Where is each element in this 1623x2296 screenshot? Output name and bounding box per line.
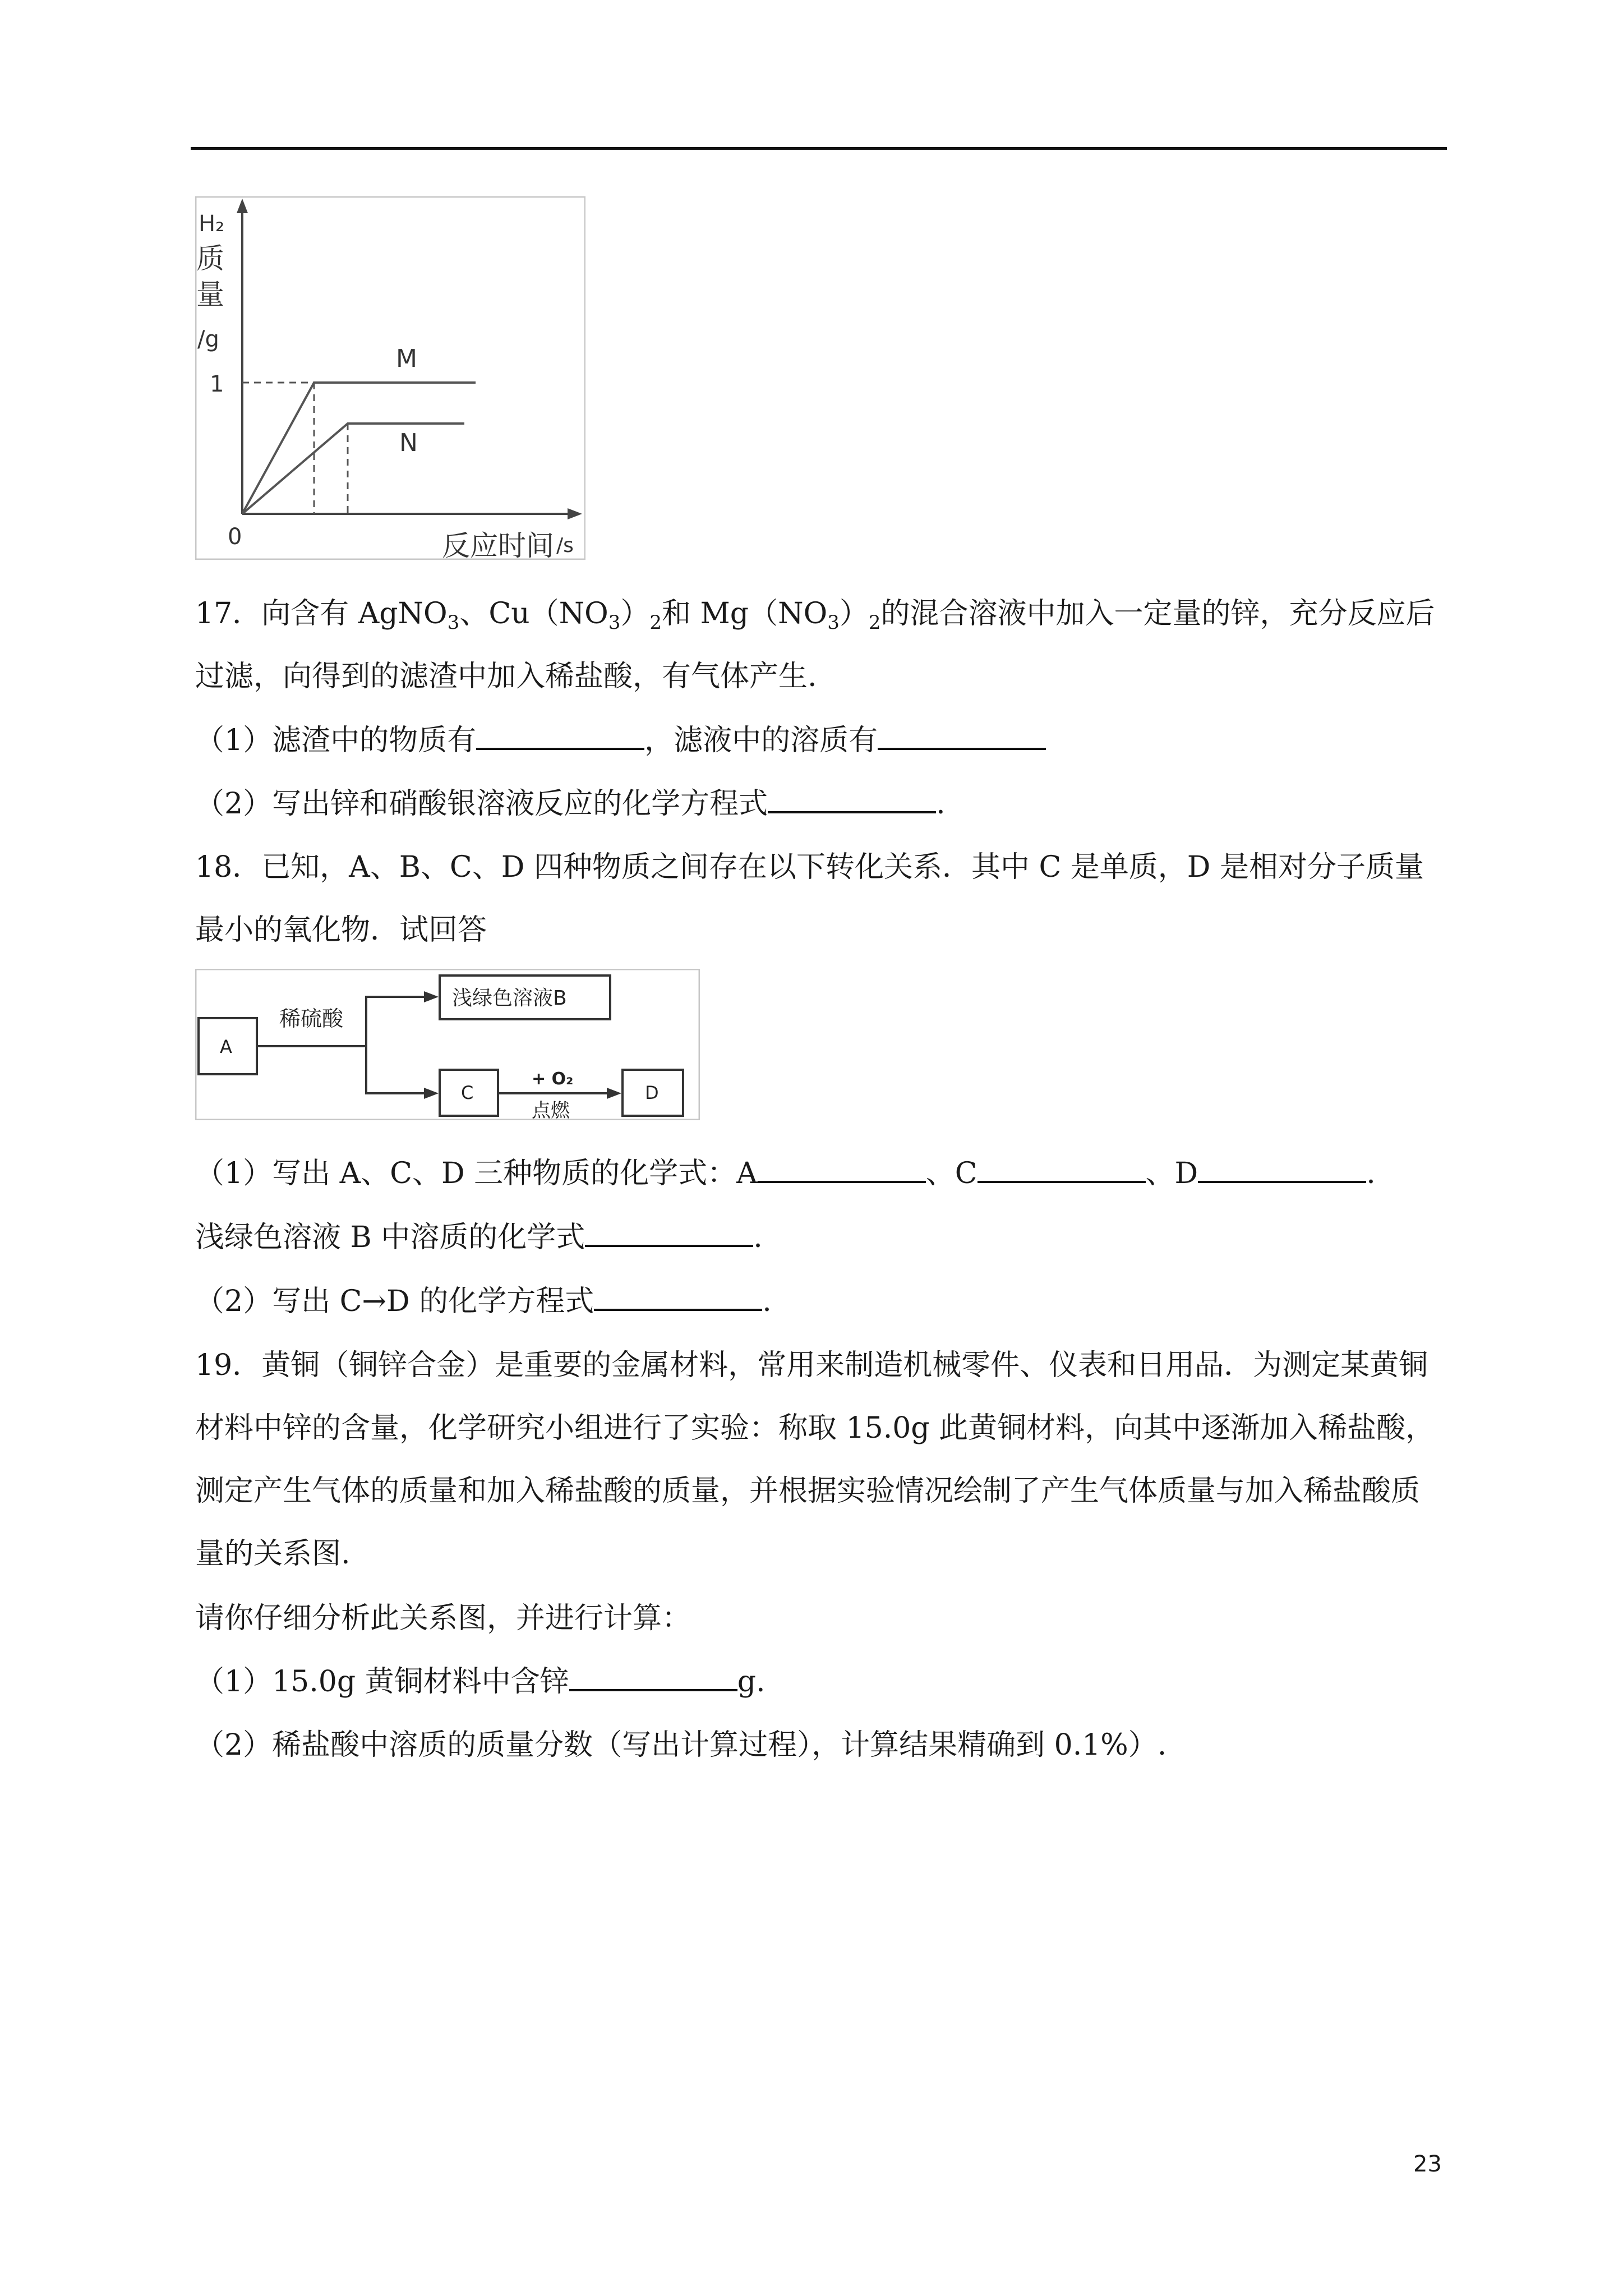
q17-sub1: （1）滤渣中的物质有 ，滤液中的溶质有 bbox=[195, 724, 1046, 757]
arrow-reagent-label: 稀硫酸 bbox=[279, 1006, 344, 1031]
curve-m-label: M bbox=[396, 344, 417, 373]
answer-blank[interactable] bbox=[594, 1309, 762, 1311]
answer-blank[interactable] bbox=[476, 748, 644, 750]
box-a-label: A bbox=[220, 1036, 232, 1057]
box-c-label: C bbox=[461, 1082, 474, 1103]
y-label-liang: 量 bbox=[196, 278, 224, 311]
q19-stem: 19．黄铜（铜锌合金）是重要的金属材料，常用来制造机械零件、仪表和日用品．为测定某黄铜材料中锌的含量，化学研究小组进行了实验：称取 15.0g 此黄铜材料，向其中逐渐加入稀盐酸，测定产生气体的质量和加入稀盐酸的质量，并根据实验情况绘制了产生气体质量与加入稀盐酸质量的关系图. bbox=[195, 1349, 1435, 1571]
answer-blank[interactable] bbox=[585, 1245, 753, 1247]
q18-sub2: （2）写出 C→D 的化学方程式 . bbox=[195, 1285, 772, 1318]
q17-stem: 17．向含有 AgNO$_3$、$Cu(NO_3)_2$和 $Mg(NO_3)_2$的混合溶液中加入一定量的锌，充分反应后过滤，向得到的滤渣中加入稀盐酸，有气体产生. bbox=[195, 597, 1435, 693]
curve-n-label: N bbox=[399, 429, 418, 457]
origin-label: 0 bbox=[228, 524, 242, 550]
page-number: 23 bbox=[1413, 2151, 1442, 2177]
q19-sub2: （2）稀盐酸中溶质的质量分数（写出计算过程），计算结果精确到 0.1%）. bbox=[195, 1728, 1167, 1762]
answer-blank[interactable] bbox=[569, 1689, 737, 1691]
arrow-head-b bbox=[424, 991, 439, 1002]
y-tick-1: 1 bbox=[210, 371, 224, 397]
hydrogen-mass-graph bbox=[195, 196, 585, 560]
x-axis-arrow bbox=[568, 508, 582, 519]
q19-sub1: （1）15.0g 黄铜材料中含锌 g. bbox=[195, 1665, 766, 1699]
arrow2-bottom-label: 点燃 bbox=[532, 1099, 570, 1120]
y-label-zhi: 质 bbox=[196, 242, 224, 275]
curve-m bbox=[242, 383, 476, 514]
arrow-head-d bbox=[607, 1088, 621, 1099]
answer-blank[interactable] bbox=[768, 811, 936, 813]
answer-blank[interactable] bbox=[878, 748, 1046, 750]
answer-blank[interactable] bbox=[978, 1181, 1146, 1183]
y-label-h2: H₂ bbox=[199, 211, 225, 237]
answer-blank[interactable] bbox=[758, 1181, 926, 1183]
answer-blank[interactable] bbox=[1198, 1181, 1366, 1183]
x-axis-label: 反应时间 bbox=[442, 530, 554, 560]
q18-sub1: （1）写出 A、C、D 三种物质的化学式：A 、C 、D . bbox=[195, 1157, 1376, 1190]
y-axis-arrow bbox=[237, 199, 248, 213]
arrow-head-c bbox=[424, 1088, 439, 1099]
q18-sub1-line2: 浅绿色溶液 B 中溶质的化学式 . bbox=[195, 1221, 763, 1254]
arrow2-top-label: + O₂ bbox=[532, 1069, 574, 1089]
box-b-label: 浅绿色溶液B bbox=[452, 987, 567, 1010]
q17-sub2: （2）写出锌和硝酸银溶液反应的化学方程式 . bbox=[195, 787, 946, 821]
branch-up bbox=[366, 997, 425, 1046]
q18-stem: 18．已知，A、B、C、D 四种物质之间存在以下转化关系．其中 C 是单质，D 是相对分子质量最小的氧化物．试回答 bbox=[195, 850, 1424, 947]
conversion-diagram bbox=[195, 969, 700, 1120]
q19-prompt: 请你仔细分析此关系图，并进行计算： bbox=[195, 1602, 691, 1635]
x-unit: /s bbox=[556, 534, 574, 557]
branch-down bbox=[366, 1046, 425, 1093]
header-rule bbox=[191, 147, 1447, 150]
box-d-label: D bbox=[645, 1082, 659, 1103]
y-unit: /g bbox=[197, 326, 219, 352]
curve-n bbox=[242, 424, 464, 514]
